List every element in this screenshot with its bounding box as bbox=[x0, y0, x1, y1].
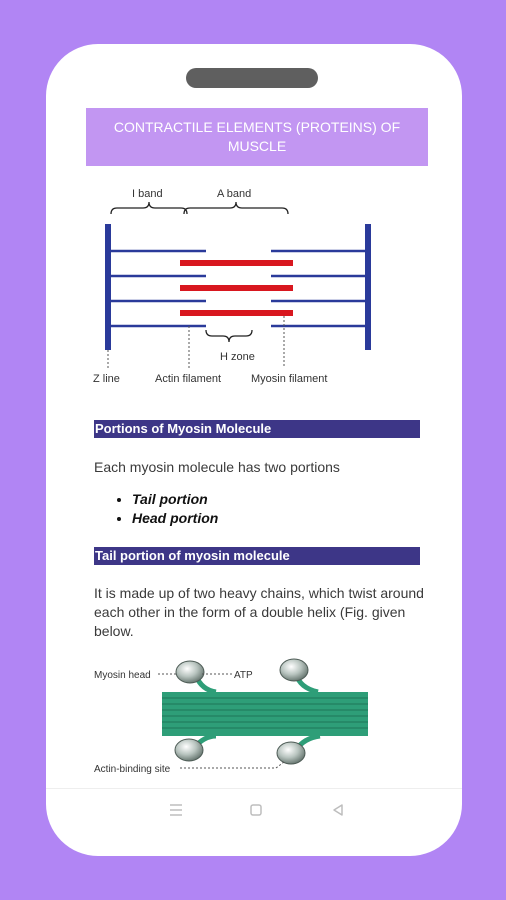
phone-speaker bbox=[186, 68, 318, 88]
section1-text: Each myosin molecule has two portions bbox=[94, 459, 340, 475]
i-band-brace bbox=[111, 202, 187, 214]
z-line-right bbox=[365, 224, 371, 350]
i-band-label: I band bbox=[132, 188, 163, 200]
myosin-filament-label: Myosin filament bbox=[251, 373, 328, 385]
list-item: • Tail portion bbox=[132, 490, 218, 509]
myosin-tail bbox=[162, 692, 368, 736]
back-triangle-icon[interactable] bbox=[328, 800, 348, 820]
page-title: CONTRACTILE ELEMENTS (PROTEINS) OF MUSCLE bbox=[86, 108, 428, 166]
h-zone-label: H zone bbox=[220, 351, 255, 363]
section-header-tail: Tail portion of myosin molecule bbox=[94, 547, 420, 565]
portions-list bbox=[116, 490, 218, 528]
myosin-molecule-diagram bbox=[86, 652, 386, 777]
atp-label: ATP bbox=[234, 670, 253, 681]
navigation-bar bbox=[46, 790, 462, 830]
menu-icon[interactable] bbox=[166, 800, 186, 820]
home-square-icon[interactable] bbox=[246, 800, 266, 820]
section2-text: It is made up of two heavy chains, which twist around each other in the form of a double helix (Fig. given below. bbox=[94, 585, 424, 639]
a-band-brace bbox=[184, 202, 288, 214]
z-line-left bbox=[105, 224, 111, 350]
myosin-head-label: Myosin head bbox=[94, 670, 151, 681]
list-item: • Head portion bbox=[132, 509, 218, 528]
sarcomere-diagram bbox=[86, 180, 386, 390]
nav-divider bbox=[46, 788, 462, 789]
section-header-portions: Portions of Myosin Molecule bbox=[94, 420, 420, 438]
z-line-label: Z line bbox=[93, 373, 120, 385]
leader-lines bbox=[108, 316, 284, 368]
h-zone-brace bbox=[206, 330, 252, 342]
a-band-label: A band bbox=[217, 188, 252, 200]
actin-filament-label: Actin filament bbox=[155, 373, 222, 385]
actin-binding-site-label: Actin-binding site bbox=[94, 764, 171, 775]
myosin-filaments bbox=[180, 260, 293, 316]
